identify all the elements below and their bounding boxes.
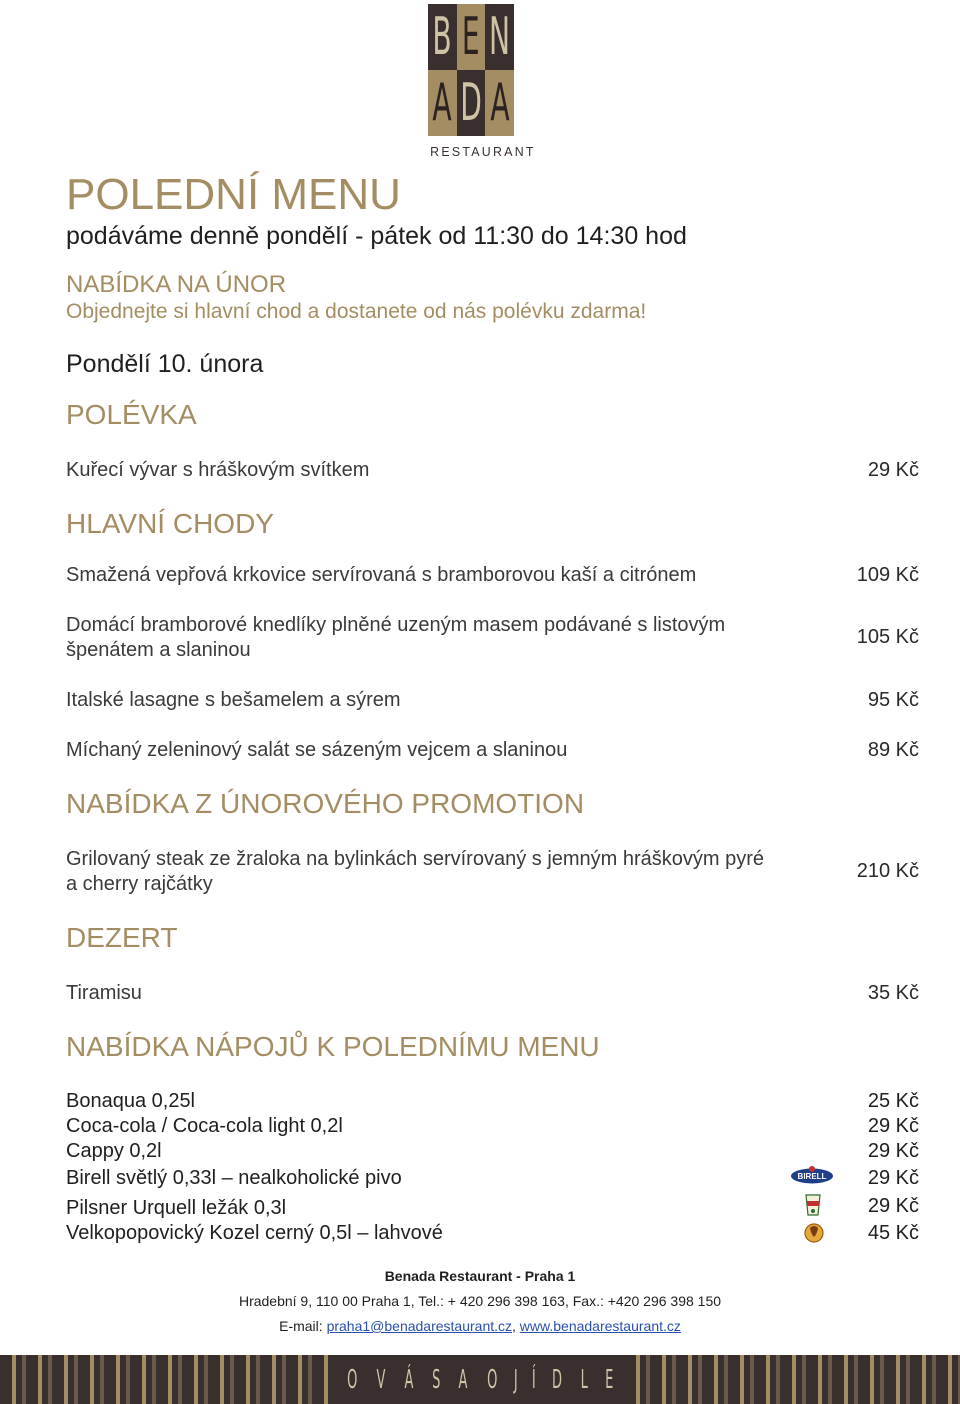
drink-price: 29 Kč	[867, 1167, 919, 1189]
website-link[interactable]: www.benadarestaurant.cz	[519, 1318, 681, 1334]
separator: ,	[512, 1318, 520, 1334]
item-price: 89 Kč	[867, 739, 919, 761]
birell-logo	[790, 1166, 834, 1186]
menu-item-line2: špenátem a slaninou	[66, 639, 251, 661]
drink-price: 29 Kč	[867, 1140, 919, 1162]
serving-hours: podáváme denně pondělí - pátek od 11:30 do 14:30 hod	[66, 222, 687, 250]
pilsner-urquell-logo	[803, 1192, 823, 1223]
footer-address: Hradební 9, 110 00 Praha 1, Tel.: + 420 296 398 163, Fax.: +420 296 398 150	[238, 1293, 722, 1309]
slogan-letter: L	[580, 1364, 588, 1395]
slogan-letter: J	[514, 1364, 518, 1395]
svg-text:BIRELL: BIRELL	[797, 1172, 827, 1181]
menu-day: Pondělí 10. února	[66, 350, 264, 378]
menu-item: Domácí bramborové knedlíky plněné uzeným masem podávané s listovým	[66, 614, 726, 636]
logo-subtitle: RESTAURANT	[430, 144, 536, 159]
item-price: 35 Kč	[867, 982, 919, 1004]
section-title-dessert: DEZERT	[66, 922, 178, 953]
slogan-letter: D	[552, 1364, 563, 1395]
menu-item: Italské lasagne s bešamelem a sýrem	[66, 689, 401, 711]
menu-item-line2: a cherry rajčátky	[66, 873, 213, 895]
slogan-letter: A	[458, 1364, 468, 1395]
menu-item: Smažená vepřová krkovice servírovaná s bramborovou kaší a citrónem	[66, 564, 697, 586]
menu-item: Tiramisu	[66, 982, 142, 1004]
kozel-logo	[804, 1222, 824, 1249]
slogan-letter: Á	[404, 1364, 414, 1395]
drink-item: Cappy 0,2l	[66, 1140, 162, 1162]
drink-item: Bonaqua 0,25l	[66, 1090, 196, 1112]
logo-letter: A	[485, 70, 514, 136]
decorative-band	[0, 1355, 960, 1404]
drink-price: 29 Kč	[867, 1115, 919, 1137]
slogan-letter: O	[486, 1364, 498, 1395]
drink-price: 29 Kč	[867, 1195, 919, 1217]
email-label: E-mail:	[279, 1318, 327, 1334]
slogan-letter: O	[347, 1364, 358, 1395]
slogan-letter: E	[605, 1364, 614, 1395]
logo-letter: D	[457, 70, 486, 136]
drink-item: Pilsner Urquell ležák 0,3l	[66, 1197, 287, 1219]
offer-title: NABÍDKA NA ÚNOR	[66, 271, 287, 298]
footer-contact	[0, 1318, 960, 1334]
drink-item: Velkopopovický Kozel cerný 0,5l – lahvové	[66, 1222, 443, 1244]
menu-item: Grilovaný steak ze žraloka na bylinkách servírovaný s jemným hráškovým pyré	[66, 848, 765, 870]
section-title-drinks: NABÍDKA NÁPOJŮ K POLEDNÍMU MENU	[66, 1031, 600, 1062]
footer-name: Benada Restaurant - Praha 1	[384, 1268, 576, 1284]
menu-item: Míchaný zeleninový salát se sázeným vejcem a slaninou	[66, 739, 568, 761]
drink-price: 45 Kč	[867, 1222, 919, 1244]
section-title-mains: HLAVNÍ CHODY	[66, 508, 274, 539]
benada-logo	[428, 4, 536, 164]
logo-letter: E	[457, 4, 486, 70]
item-price: 95 Kč	[867, 689, 919, 711]
logo-letter: N	[485, 4, 514, 70]
item-price: 210 Kč	[856, 860, 919, 882]
menu-item: Kuřecí vývar s hráškovým svítkem	[66, 459, 370, 481]
logo-letter: B	[428, 4, 457, 70]
slogan-letter: V	[376, 1364, 386, 1395]
slogan-letter: Í	[531, 1364, 536, 1395]
offer-text: Objednejte si hlavní chod a dostanete od nás polévku zdarma!	[66, 300, 647, 323]
section-title-soup: POLÉVKA	[66, 399, 197, 430]
drink-price: 25 Kč	[867, 1090, 919, 1112]
drink-item: Coca-cola / Coca-cola light 0,2l	[66, 1115, 343, 1137]
slogan	[330, 1355, 630, 1404]
drink-item: Birell světlý 0,33l – nealkoholické pivo	[66, 1167, 402, 1189]
logo-letter: A	[428, 70, 457, 136]
section-title-promo: NABÍDKA Z ÚNOROVÉHO PROMOTION	[66, 788, 585, 819]
item-price: 29 Kč	[867, 459, 919, 481]
slogan-letter: S	[431, 1364, 441, 1395]
page-title: POLEDNÍ MENU	[66, 170, 401, 219]
item-price: 105 Kč	[856, 626, 919, 648]
item-price: 109 Kč	[856, 564, 919, 586]
email-link[interactable]: praha1@benadarestaurant.cz	[326, 1318, 513, 1334]
